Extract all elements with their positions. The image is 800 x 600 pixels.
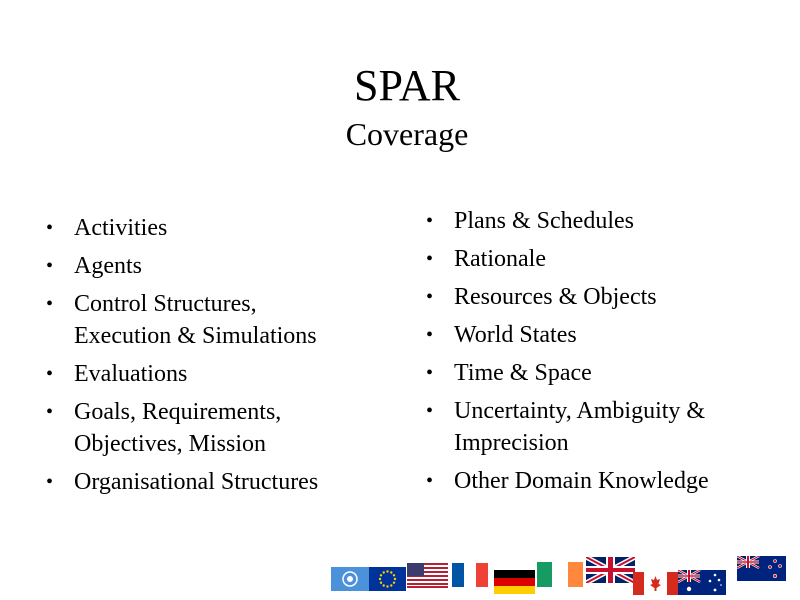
bullet-icon: • <box>426 470 434 492</box>
ireland-flag-icon <box>537 562 583 587</box>
bullet-icon: • <box>46 401 54 423</box>
bullet-icon: • <box>46 255 54 277</box>
list-item: • Organisational Structures <box>42 466 392 498</box>
uk-flag-icon <box>586 557 635 583</box>
bullet-icon: • <box>426 400 434 422</box>
france-flag-icon <box>452 563 488 587</box>
eu-flag-icon <box>369 567 406 591</box>
bullet-icon: • <box>426 324 434 346</box>
left-bullet-list <box>42 212 392 504</box>
un-flag-icon <box>331 567 369 591</box>
slide-subtitle: Coverage <box>345 116 469 152</box>
bullet-icon: • <box>426 286 434 308</box>
australia-flag-icon <box>678 570 726 595</box>
bullet-icon: • <box>426 210 434 232</box>
list-item: • Resources & Objects <box>422 281 792 313</box>
canada-flag-icon <box>633 572 678 595</box>
bullet-icon: • <box>46 217 54 239</box>
list-item: • Control Structures, Execution & Simulations <box>42 288 392 352</box>
bullet-icon: • <box>426 362 434 384</box>
list-item: • Rationale <box>422 243 792 275</box>
list-item: • Plans & Schedules <box>422 205 792 237</box>
bullet-icon: • <box>426 248 434 270</box>
list-item: • Other Domain Knowledge <box>422 465 792 497</box>
list-item: • Evaluations <box>42 358 392 390</box>
new-zealand-flag-icon <box>737 556 786 581</box>
bullet-icon: • <box>46 293 54 315</box>
list-item: • Time & Space <box>422 357 792 389</box>
right-bullet-list <box>422 205 792 503</box>
bullet-icon: • <box>46 471 54 493</box>
list-item: • Goals, Requirements, Objectives, Mission <box>42 396 392 460</box>
list-item: • Agents <box>42 250 392 282</box>
germany-flag-icon <box>494 570 535 594</box>
list-item: • Activities <box>42 212 392 244</box>
list-item: • Uncertainty, Ambiguity & Imprecision <box>422 395 792 459</box>
list-item: • World States <box>422 319 792 351</box>
slide-title: SPAR <box>353 61 461 110</box>
bullet-icon: • <box>46 363 54 385</box>
us-flag-icon <box>407 563 448 588</box>
